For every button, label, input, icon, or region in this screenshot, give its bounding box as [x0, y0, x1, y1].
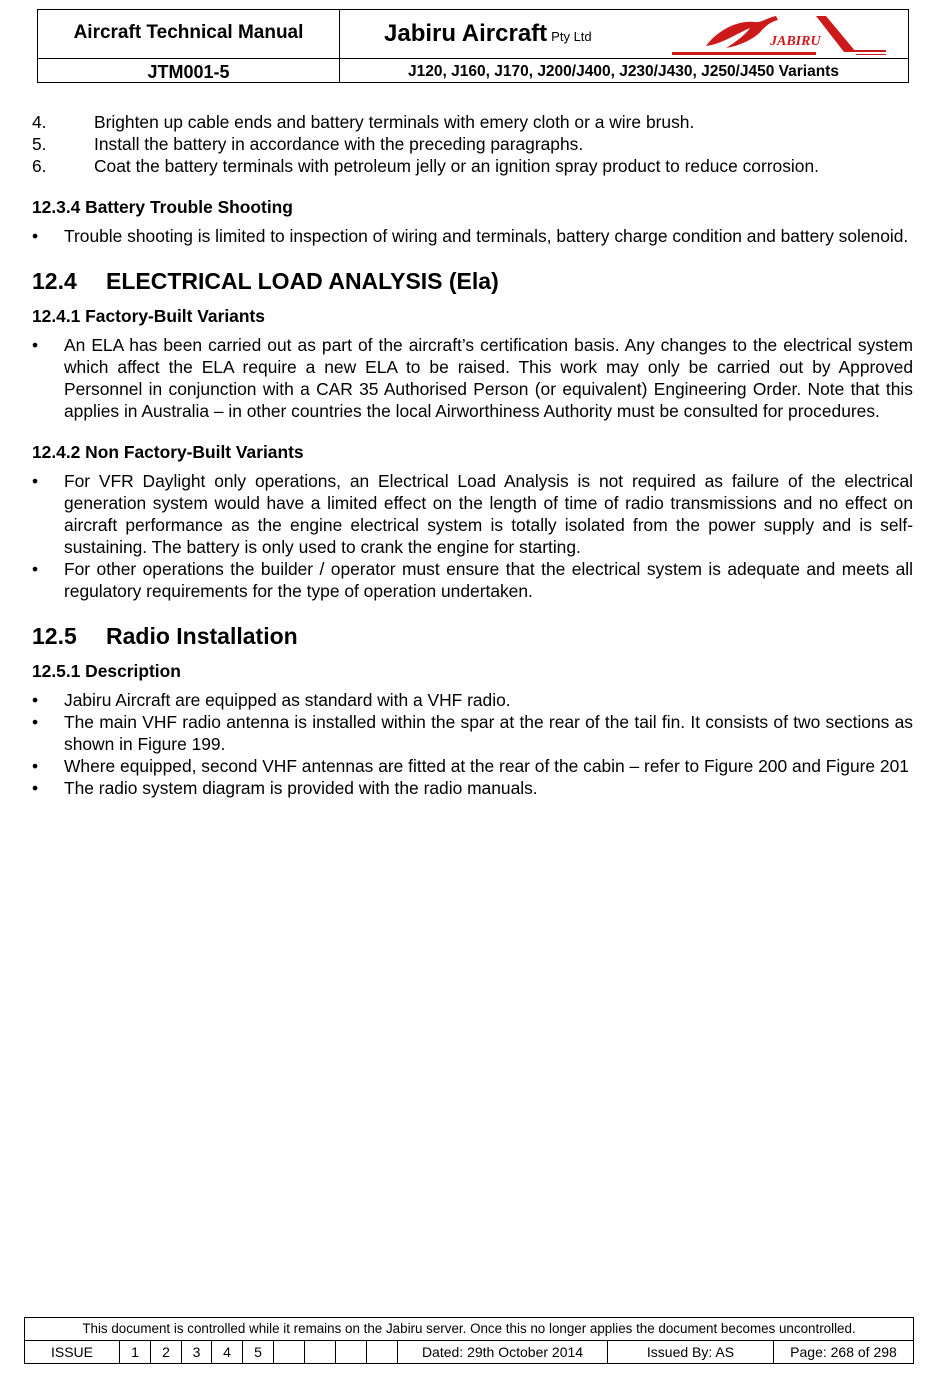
bullet-item — [32, 689, 913, 711]
step-number: 4. — [32, 112, 47, 132]
section-number: 12.4 — [32, 268, 77, 294]
logo-wordmark: JABIRU — [770, 34, 821, 49]
issue-cell — [335, 1341, 366, 1364]
issue-cell: 1 — [119, 1341, 150, 1364]
bullet-text: For VFR Daylight only operations, an Electrical Load Analysis is not required as failure of the electrical generation system would have a limited effect on the length of time of radio transmissions and no effect on aircraft performance as the engine electrical system is totally isolated from the power supply and is self-sustaining. The battery is only used to crank the engine for starting. — [64, 471, 913, 557]
bullet-text: Where equipped, second VHF antennas are fitted at the rear of the cabin – refer to Figure 200 and Figure 201 — [64, 756, 909, 776]
step-item — [32, 133, 913, 155]
issue-cell: 3 — [181, 1341, 211, 1364]
bullet-dot: • — [32, 471, 39, 491]
bullet-item — [32, 558, 913, 602]
section-heading-12-4-1: 12.4.1 Factory-Built Variants — [32, 306, 265, 326]
company-name — [384, 20, 592, 48]
jabiru-logo — [666, 12, 886, 56]
page-footer — [24, 1317, 914, 1364]
bullet-dot: • — [32, 690, 39, 710]
bullet-dot: • — [32, 778, 39, 798]
section-title: ELECTRICAL LOAD ANALYSIS (Ela) — [106, 268, 499, 294]
bullet-item — [32, 470, 913, 558]
issue-cell: 4 — [211, 1341, 242, 1364]
company-suffix: Pty Ltd — [551, 29, 592, 44]
section-heading-12-4 — [32, 267, 913, 295]
bullet-text: Trouble shooting is limited to inspection of wiring and terminals, battery charge condition and battery solenoid. — [64, 226, 909, 246]
dated-cell: Dated: 29th October 2014 — [397, 1341, 607, 1364]
step-text: Install the battery in accordance with the preceding paragraphs. — [94, 134, 584, 154]
control-notice: This document is controlled while it remains on the Jabiru server. Once this no longer applies the document becomes uncontrolled. — [82, 1321, 856, 1336]
bullet-item — [32, 711, 913, 755]
step-text: Brighten up cable ends and battery terminals with emery cloth or a wire brush. — [94, 112, 695, 132]
section-number: 12.5 — [32, 623, 77, 649]
bullet-dot: • — [32, 756, 39, 776]
issue-cell — [273, 1341, 304, 1364]
issue-cell — [366, 1341, 397, 1364]
bullet-item — [32, 225, 913, 247]
issue-cell — [304, 1341, 335, 1364]
page-content — [32, 111, 913, 799]
document-code: JTM001-5 — [147, 62, 230, 82]
section-title: Radio Installation — [106, 623, 298, 649]
section-heading-12-5 — [32, 622, 913, 650]
company-name-text: Jabiru Aircraft — [384, 20, 548, 47]
bullet-text: An ELA has been carried out as part of the aircraft’s certification basis. Any changes to the electrical system which affect the ELA require a new ELA to be raised. This work may only be carried out by Approved Personnel in conjunction with a CAR 35 Authorised Person (or equivalent) Engineering Order. Note that this applies in Australia – in other countries the local Airworthiness Authority must be consulted for procedures. — [64, 335, 913, 421]
bullet-text: For other operations the builder / operator must ensure that the electrical system is adequate and meets all regulatory requirements for the type of operation undertaken. — [64, 559, 913, 601]
bullet-text: The main VHF radio antenna is installed within the spar at the rear of the tail fin. It consists of two sections as shown in Figure 199. — [64, 712, 913, 754]
step-number: 6. — [32, 156, 47, 176]
manual-title: Aircraft Technical Manual — [73, 22, 304, 43]
header-divider-horizontal — [38, 58, 908, 59]
bullet-item — [32, 755, 913, 777]
page-header — [37, 9, 909, 83]
bullet-item — [32, 334, 913, 422]
issue-label: ISSUE — [50, 1344, 93, 1360]
section-heading-12-3-4: 12.3.4 Battery Trouble Shooting — [32, 197, 293, 217]
aircraft-variants: J120, J160, J170, J200/J400, J230/J430, J250/J450 Variants — [408, 63, 839, 80]
section-heading-12-4-2: 12.4.2 Non Factory-Built Variants — [32, 442, 304, 462]
step-item — [32, 111, 913, 133]
bullet-item — [32, 777, 913, 799]
step-item — [32, 155, 913, 177]
bullet-text: Jabiru Aircraft are equipped as standard with a VHF radio. — [64, 690, 511, 710]
section-heading-12-5-1: 12.5.1 Description — [32, 661, 181, 681]
step-number: 5. — [32, 134, 47, 154]
bullet-text: The radio system diagram is provided with the radio manuals. — [64, 778, 538, 798]
issue-cell: 2 — [150, 1341, 181, 1364]
bullet-dot: • — [32, 226, 39, 246]
bullet-dot: • — [32, 712, 39, 732]
page-number-cell: Page: 268 of 298 — [773, 1341, 913, 1364]
bullet-dot: • — [32, 335, 39, 355]
issued-by-cell: Issued By: AS — [607, 1341, 773, 1364]
bullet-dot: • — [32, 559, 39, 579]
issue-cell: 5 — [242, 1341, 273, 1364]
step-text: Coat the battery terminals with petroleum jelly or an ignition spray product to reduce corrosion. — [94, 156, 819, 176]
